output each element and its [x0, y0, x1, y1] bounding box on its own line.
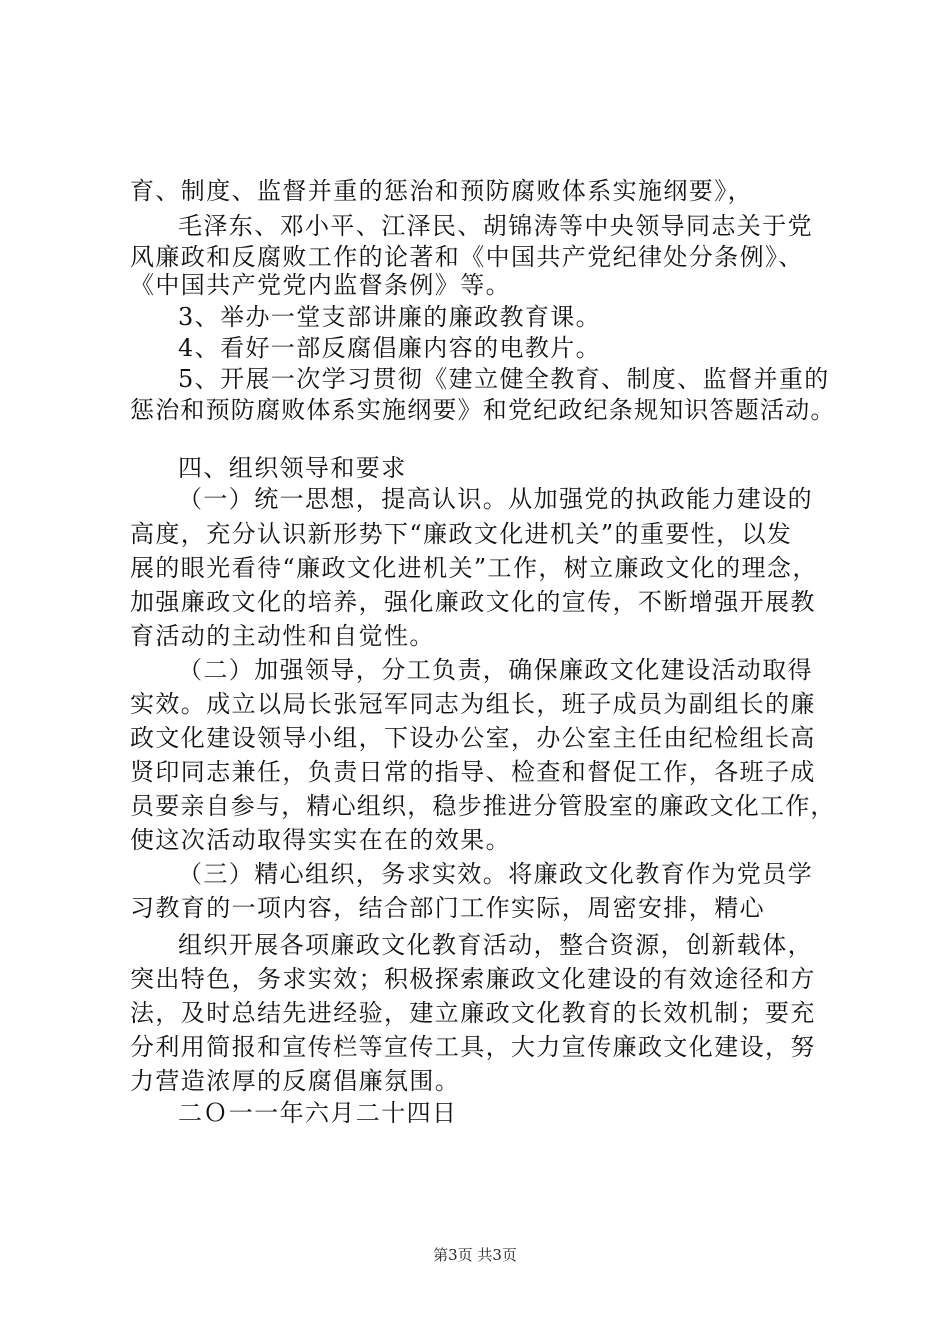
text-line: 突出特色，务求实效；积极探索廉政文化建设的有效途径和方	[130, 965, 816, 993]
text-line: 风廉政和反腐败工作的论著和《中国共产党纪律处分条例》、	[130, 243, 804, 271]
text-line: 员要亲自参与，精心组织，稳步推进分管股室的廉政文化工作，	[130, 792, 836, 820]
text-line: （一）统一思想，提高认识。从加强党的执政能力建设的	[178, 485, 813, 513]
text-line: 法，及时总结先进经验，建立廉政文化教育的长效机制；要充	[130, 999, 816, 1027]
text-line: 育活动的主动性和自觉性。	[130, 622, 435, 650]
text-line: 惩治和预防腐败体系实施纲要》和党纪政纪条规知识答题活动。	[130, 396, 836, 424]
text-line: 组织开展各项廉政文化教育活动，整合资源，创新载体，	[178, 931, 813, 959]
text-line: 加强廉政文化的培养，强化廉政文化的宣传，不断增强开展教	[130, 588, 816, 616]
list-item: 3、举办一堂支部讲廉的廉政教育课。	[178, 303, 602, 331]
signature-date: 二Ｏ一一年六月二十四日	[178, 1099, 458, 1127]
text-line: 使这次活动取得实实在在的效果。	[130, 826, 511, 854]
text-line: 习教育的一项内容，结合部门工作实际，周密安排，精心	[130, 894, 765, 922]
text-line: 展的眼光看待“廉政文化进机关”工作，树立廉政文化的理念，	[130, 554, 818, 582]
section-heading: 四、组织领导和要求	[178, 454, 407, 482]
text-line: 实效。成立以局长张冠军同志为组长，班子成员为副组长的廉	[130, 690, 816, 718]
text-line: 高度，充分认识新形势下“廉政文化进机关”的重要性，以发	[130, 520, 793, 548]
text-line: 贤印同志兼任，负责日常的指导、检查和督促工作，各班子成	[130, 758, 816, 786]
text-line: 毛泽东、邓小平、江泽民、胡锦涛等中央领导同志关于党	[178, 212, 813, 240]
text-line: 育、制度、监督并重的惩治和预防腐败体系实施纲要》，	[130, 177, 753, 205]
text-line: 分利用简报和宣传栏等宣传工具，大力宣传廉政文化建设，努	[130, 1033, 816, 1061]
text-line: 力营造浓厚的反腐倡廉氛围。	[130, 1067, 461, 1095]
text-line: 《中国共产党党内监督条例》等。	[130, 271, 511, 299]
text-line: 政文化建设领导小组，下设办公室，办公室主任由纪检组长高	[130, 724, 816, 752]
text-line: （三）精心组织，务求实效。将廉政文化教育作为党员学	[178, 860, 813, 888]
list-item: 4、看好一部反腐倡廉内容的电教片。	[178, 334, 602, 362]
text-line: （二）加强领导，分工负责，确保廉政文化建设活动取得	[178, 656, 813, 684]
page-number: 第3页 共3页	[433, 1246, 517, 1264]
list-item: 5、开展一次学习贯彻《建立健全教育、制度、监督并重的	[178, 365, 830, 393]
